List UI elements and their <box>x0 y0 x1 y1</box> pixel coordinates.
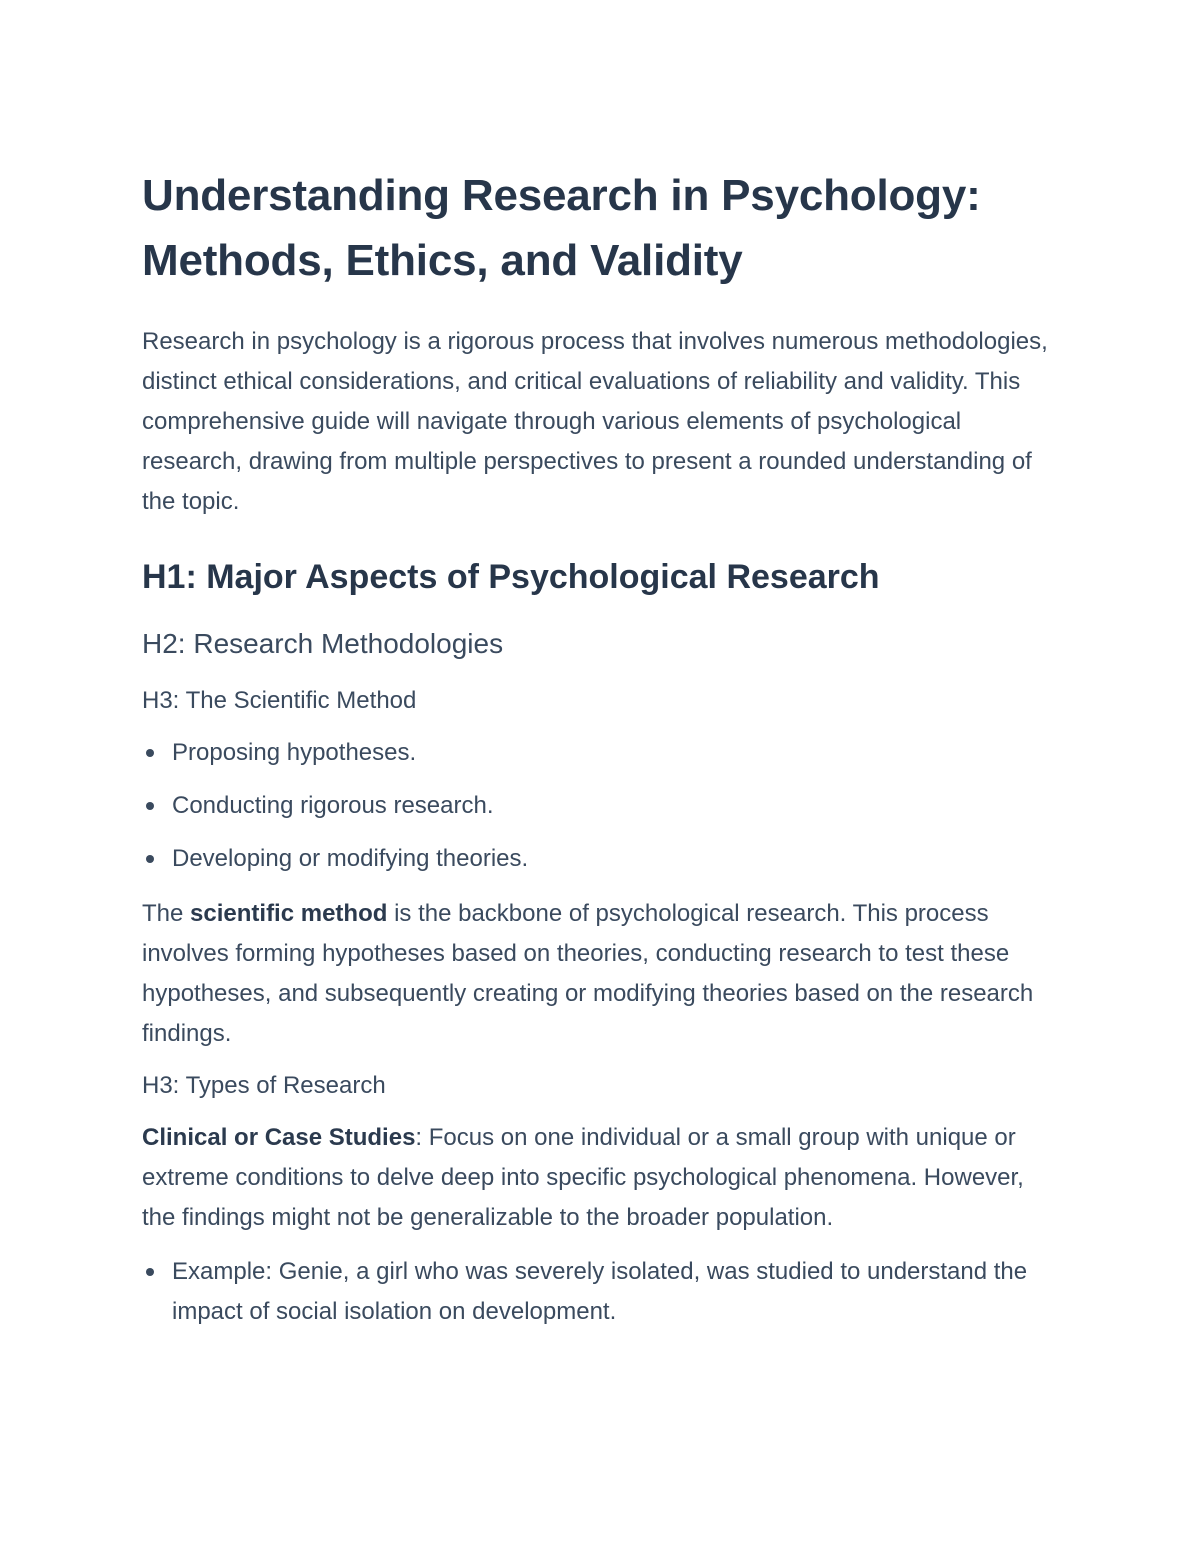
section-heading-h3-scientific-method: H3: The Scientific Method <box>142 687 417 714</box>
document-title <box>142 163 1062 293</box>
bullet-icon <box>146 1268 154 1276</box>
sci-para-post: is the backbone of psychological research. This process involves forming hypotheses based on theories, conducting research to test these hypotheses, and subsequently creating or modifying theories based on the research findings. <box>142 900 1034 1047</box>
section-heading-h1: H1: Major Aspects of Psychological Research <box>142 558 880 596</box>
list-item <box>142 839 1062 879</box>
section-heading-h3-types-of-research: H3: Types of Research <box>142 1072 386 1099</box>
scientific-method-list <box>142 733 1062 879</box>
case-studies-text: : Focus on one individual or a small group with unique or extreme conditions to delve deep into specific psychological phenomena. However, the findings might not be generalizable to the broader population. <box>142 1124 1024 1231</box>
section-heading-h2: H2: Research Methodologies <box>142 628 504 659</box>
sci-para-bold: scientific method <box>190 900 388 927</box>
bullet-icon <box>146 749 154 757</box>
title-line-1: Understanding Research in Psychology: <box>142 171 981 220</box>
list-item-text: Example: Genie, a girl who was severely isolated, was studied to understand the impact of social isolation on development. <box>172 1258 1028 1325</box>
list-item-text: Proposing hypotheses. <box>172 739 417 766</box>
title-line-2: Methods, Ethics, and Validity <box>142 236 743 285</box>
list-item-text: Conducting rigorous research. <box>172 792 494 819</box>
intro-paragraph: Research in psychology is a rigorous process that involves numerous methodologies, distinct ethical considerations, and critical evaluations of reliability and validity. This comprehensive guide will navigate through various elements of psychological research, drawing from multiple perspectives to present a rounded understanding of the topic. <box>142 328 1048 515</box>
case-studies-bold: Clinical or Case Studies <box>142 1124 416 1151</box>
list-item-text: Developing or modifying theories. <box>172 845 529 872</box>
document-page <box>142 163 1062 1332</box>
bullet-icon <box>146 855 154 863</box>
list-item <box>142 1252 1062 1332</box>
example-list <box>142 1252 1062 1332</box>
list-item <box>142 733 1062 773</box>
list-item <box>142 786 1062 826</box>
scientific-method-paragraph <box>142 894 1062 1054</box>
case-studies-paragraph <box>142 1118 1062 1238</box>
bullet-icon <box>146 802 154 810</box>
sci-para-pre: The <box>142 900 191 927</box>
